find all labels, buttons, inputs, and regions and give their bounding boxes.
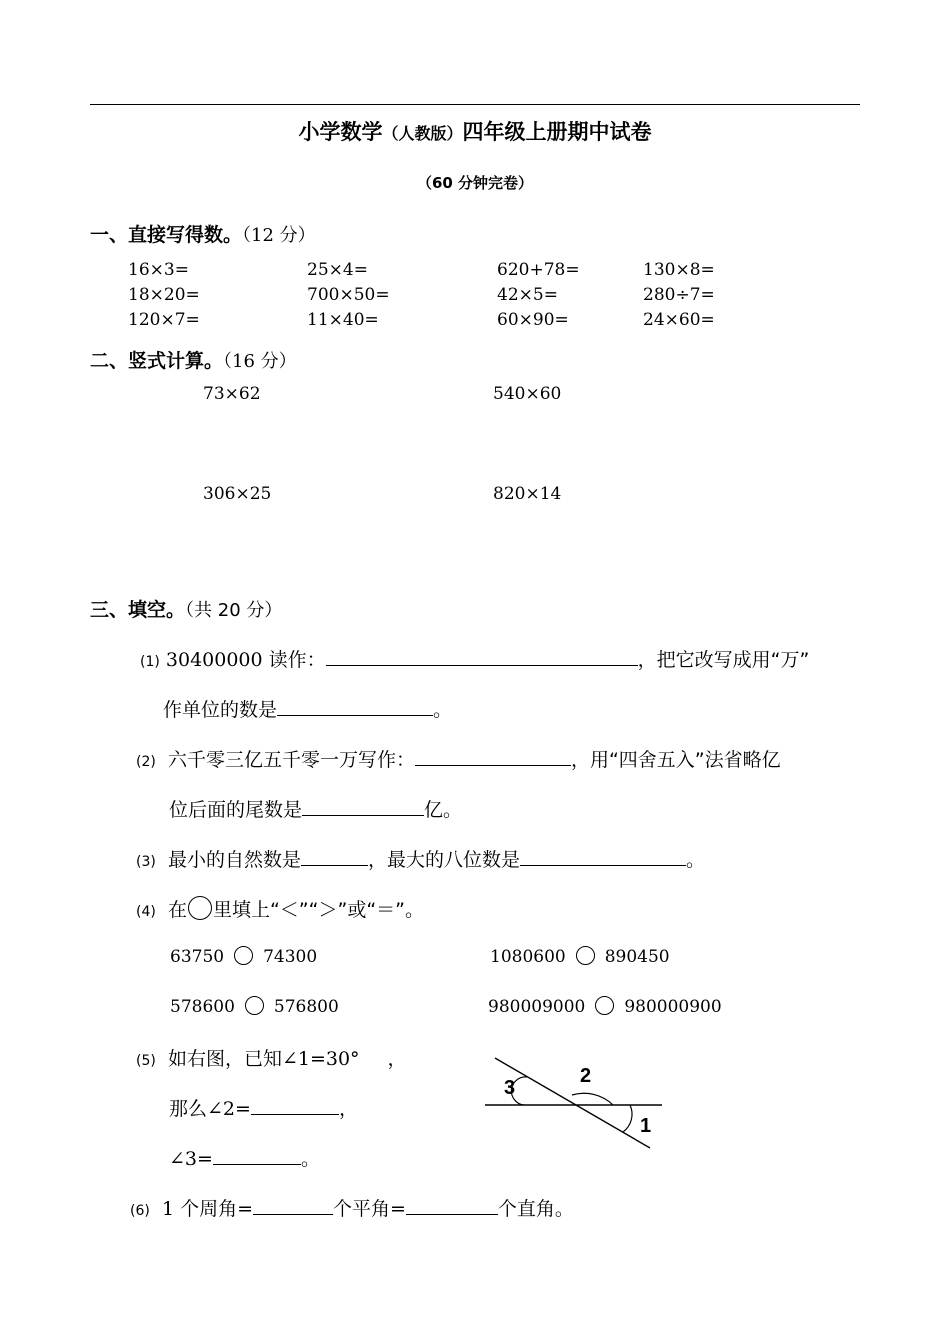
answer-blank[interactable]	[301, 845, 368, 866]
compare-circle[interactable]	[245, 996, 264, 1015]
angle-label-2: 2	[580, 1065, 592, 1087]
compare-pair: 980009000 980000900	[488, 997, 722, 1017]
calc-item: 60×90=	[497, 310, 569, 330]
answer-blank[interactable]	[326, 645, 638, 666]
compare-pair: 1080600 890450	[490, 947, 670, 967]
question-2-line1: (2) 六千零三亿五千零一万写作： ，用“四舍五入”法省略亿	[136, 745, 781, 772]
vertical-calc-problem: 73×62	[203, 384, 261, 404]
answer-blank[interactable]	[213, 1144, 301, 1165]
header-rule	[90, 104, 860, 105]
calc-item: 120×7=	[128, 310, 200, 330]
compare-circle[interactable]	[576, 946, 595, 965]
calc-item: 18×20=	[128, 285, 200, 305]
angle-2-arc	[572, 1093, 613, 1105]
answer-blank[interactable]	[253, 1194, 333, 1215]
page-title: 小学数学（人教版）四年级上册期中试卷	[298, 120, 652, 144]
vertical-calc-problem: 820×14	[493, 484, 562, 504]
question-5-line3: ∠3= 。	[169, 1144, 320, 1171]
answer-blank[interactable]	[277, 695, 433, 716]
calc-item: 620+78=	[497, 260, 580, 280]
compare-circle[interactable]	[234, 946, 253, 965]
question-4: (4) 在 里填上“＜”“＞”或“＝”。	[136, 895, 424, 922]
angle-label-3: 3	[504, 1077, 516, 1099]
angle-figure	[470, 1050, 670, 1160]
page-subtitle: （60 分钟完卷）	[416, 174, 534, 192]
question-5-line1: (5) 如右图，已知∠1=30° ，	[136, 1048, 407, 1070]
calc-item: 130×8=	[643, 260, 715, 280]
section1-heading: 一、直接写得数。（12 分）	[90, 224, 316, 246]
answer-blank[interactable]	[520, 845, 686, 866]
compare-circle[interactable]	[595, 996, 614, 1015]
answer-blank[interactable]	[415, 745, 571, 766]
answer-blank[interactable]	[406, 1194, 498, 1215]
compare-pair: 63750 74300	[170, 947, 318, 967]
compare-pair: 578600 576800	[170, 997, 339, 1017]
question-1-line1: (1) 30400000 读作： ，把它改写成用“万”	[140, 645, 809, 672]
angle-label-1: 1	[640, 1115, 652, 1137]
section2-heading: 二、竖式计算。（16 分）	[90, 350, 297, 372]
question-2-line2: 位后面的尾数是 亿。	[169, 795, 462, 822]
calc-item: 16×3=	[128, 260, 189, 280]
question-5-line2: 那么∠2= ，	[169, 1094, 358, 1121]
calc-item: 25×4=	[307, 260, 368, 280]
question-3: (3) 最小的自然数是 ，最大的八位数是 。	[136, 845, 705, 872]
vertical-calc-problem: 540×60	[493, 384, 562, 404]
calc-item: 42×5=	[497, 285, 558, 305]
calc-item: 280÷7=	[643, 285, 715, 305]
question-6: (6) 1 个周角= 个平角= 个直角。	[130, 1194, 574, 1221]
circle-icon	[188, 896, 212, 920]
calc-item: 700×50=	[307, 285, 390, 305]
question-1-line2: 作单位的数是 。	[163, 695, 452, 722]
angle-1-arc	[623, 1105, 632, 1132]
answer-blank[interactable]	[302, 795, 424, 816]
calc-item: 24×60=	[643, 310, 715, 330]
vertical-calc-problem: 306×25	[203, 484, 272, 504]
section3-heading: 三、填空。（共 20 分）	[90, 599, 283, 621]
calc-item: 11×40=	[307, 310, 379, 330]
answer-blank[interactable]	[251, 1094, 339, 1115]
